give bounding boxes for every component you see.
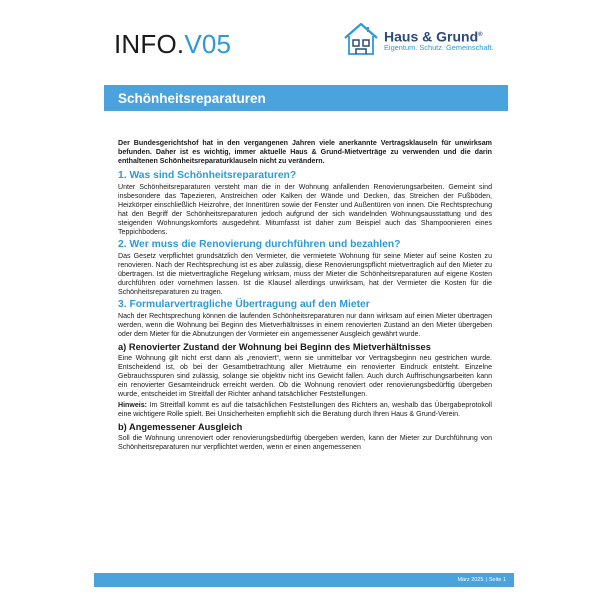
section-2-text: Das Gesetz verpflichtet grundsätzlich den Vermieter, die vermietete Wohnung für seine Mieter auf seine Kosten zu renovieren. Nach der Rechtsprechung ist es aber zulässig, diese Renovierungspflicht mietvertraglich auf den Mieter zu übertragen. Ist die mietvertragliche Regelung wirksam, muss der Mieter die Schönheitsreparaturen auf eigene Kosten durchführen oder vornehmen lassen. Ist die Klausel allerdings unwirksam, hat der Vermieter die Kosten für die Schönheitsreparaturen zu tragen. — [118, 253, 492, 296]
section-1-text: Unter Schönheitsreparaturen versteht man die in der Wohnung anfallenden Renovierungsarbeiten. Gemeint sind insbesondere das Tapezieren, Anstreichen oder Kalken der Wände und Decken, das Streichen der Fußböden, Heizkörper einschließlich Heizrohre, der Innentüren sowie der Fenster und Außentüren von innen. Die Rechtsprechung hat den Begriff der Schönheitsreparaturen jedoch aufgrund der sich wandelnden Wohnungsausstattung und des steigenden Wohnungskomforts ausgedehnt. Mitumfasst ist daher zum Beispiel auch das Shampoonieren eines Teppichbodens. — [118, 184, 492, 236]
footer-page-number: Seite 1 — [488, 577, 506, 583]
page-title: Schönheitsreparaturen — [118, 91, 266, 106]
document-page — [94, 7, 514, 587]
document-code-number: V05 — [184, 29, 232, 59]
house-logo-icon — [342, 21, 380, 57]
note-text: Im Streitfall kommt es auf die tatsächlichen Feststellungen des Richters an, weshalb das Übergabeprotokoll eine wichtigere Rolle spielt. Bei Unsicherheiten empfiehlt sich die Beratung durch Ihren Haus & Grund-Verein. — [118, 402, 492, 418]
footer-date: März 2025 — [457, 577, 484, 583]
footer-text — [457, 576, 506, 584]
footer-separator: | — [485, 577, 487, 583]
logo-title-text: Haus & Grund — [384, 28, 479, 45]
subsection-a-heading: a) Renovierter Zustand der Wohnung bei Beginn des Mietverhältnisses — [118, 342, 431, 352]
intro-paragraph: Der Bundesgerichtshof hat in den vergangenen Jahren viele anerkannte Vertragsklauseln für unwirksam befunden. Daher ist es wichtig, immer aktuelle Haus & Grund-Mietverträge zu verwenden und die darin enthaltenen Schönheitsreparaturklauseln nicht zu verändern. — [118, 139, 492, 165]
section-2-heading: 2. Wer muss die Renovierung durchführen und bezahlen? — [118, 239, 401, 250]
subsection-a-text: Eine Wohnung gilt nicht erst dann als „renoviert“, wenn sie unmittelbar vor Vertragsbeginn neu gestrichen wurde. Entscheidend ist, ob bei der Gesamtbetrachtung aller Mieträume ein renovierter Eindruck entsteht. Einzelne Gebrauchsspuren sind zulässig, solange sie objektiv nicht ins Gewicht fallen. Auch durch Auffrischungsarbeiten kann ein renovierter Gesamteindruck erreicht werden. Ob die Wohnung renoviert oder renovierungsbedürftig übergeben wurde, entscheidet im Streitfall der Richter anhand tatsächlicher Feststellungen. — [118, 355, 492, 398]
footer-bar — [94, 573, 514, 587]
subsection-b-heading: b) Angemessener Ausgleich — [118, 422, 243, 432]
document-body — [118, 139, 492, 454]
document-code-prefix: INFO. — [114, 29, 185, 59]
title-banner — [104, 85, 508, 111]
section-3-text: Nach der Rechtsprechung können die laufenden Schönheitsreparaturen nur dann wirksam auf einen Mieter übertragen werden, wenn die Wohnung bei Beginn des Mietverhältnisses in einem renovierten Zustand an den Mieter übergeben oder dem Mieter für die Abnutzungen der Vormieter ein angemessener Ausgleich gewährt wurde. — [118, 313, 492, 338]
section-1-heading: 1. Was sind Schönheitsreparaturen? — [118, 170, 297, 181]
section-3-heading: 3. Formularvertragliche Übertragung auf den Mieter — [118, 299, 370, 310]
logo-claim: Eigentum. Schutz. Gemeinschaft. — [384, 43, 494, 52]
document-code — [114, 29, 231, 59]
subsection-b-text: Soll die Wohnung unrenoviert oder renovierungsbedürftig übergeben werden, kann der Mieter zur Durchführung von Schönheitsreparaturen nur verpflichtet werden, wenn er einen angemessenen — [118, 435, 492, 451]
logo-title — [384, 27, 483, 45]
note-paragraph — [118, 401, 492, 419]
note-label: Hinweis: — [118, 402, 147, 409]
haus-und-grund-logo — [342, 21, 502, 61]
registered-mark: ® — [478, 32, 483, 38]
